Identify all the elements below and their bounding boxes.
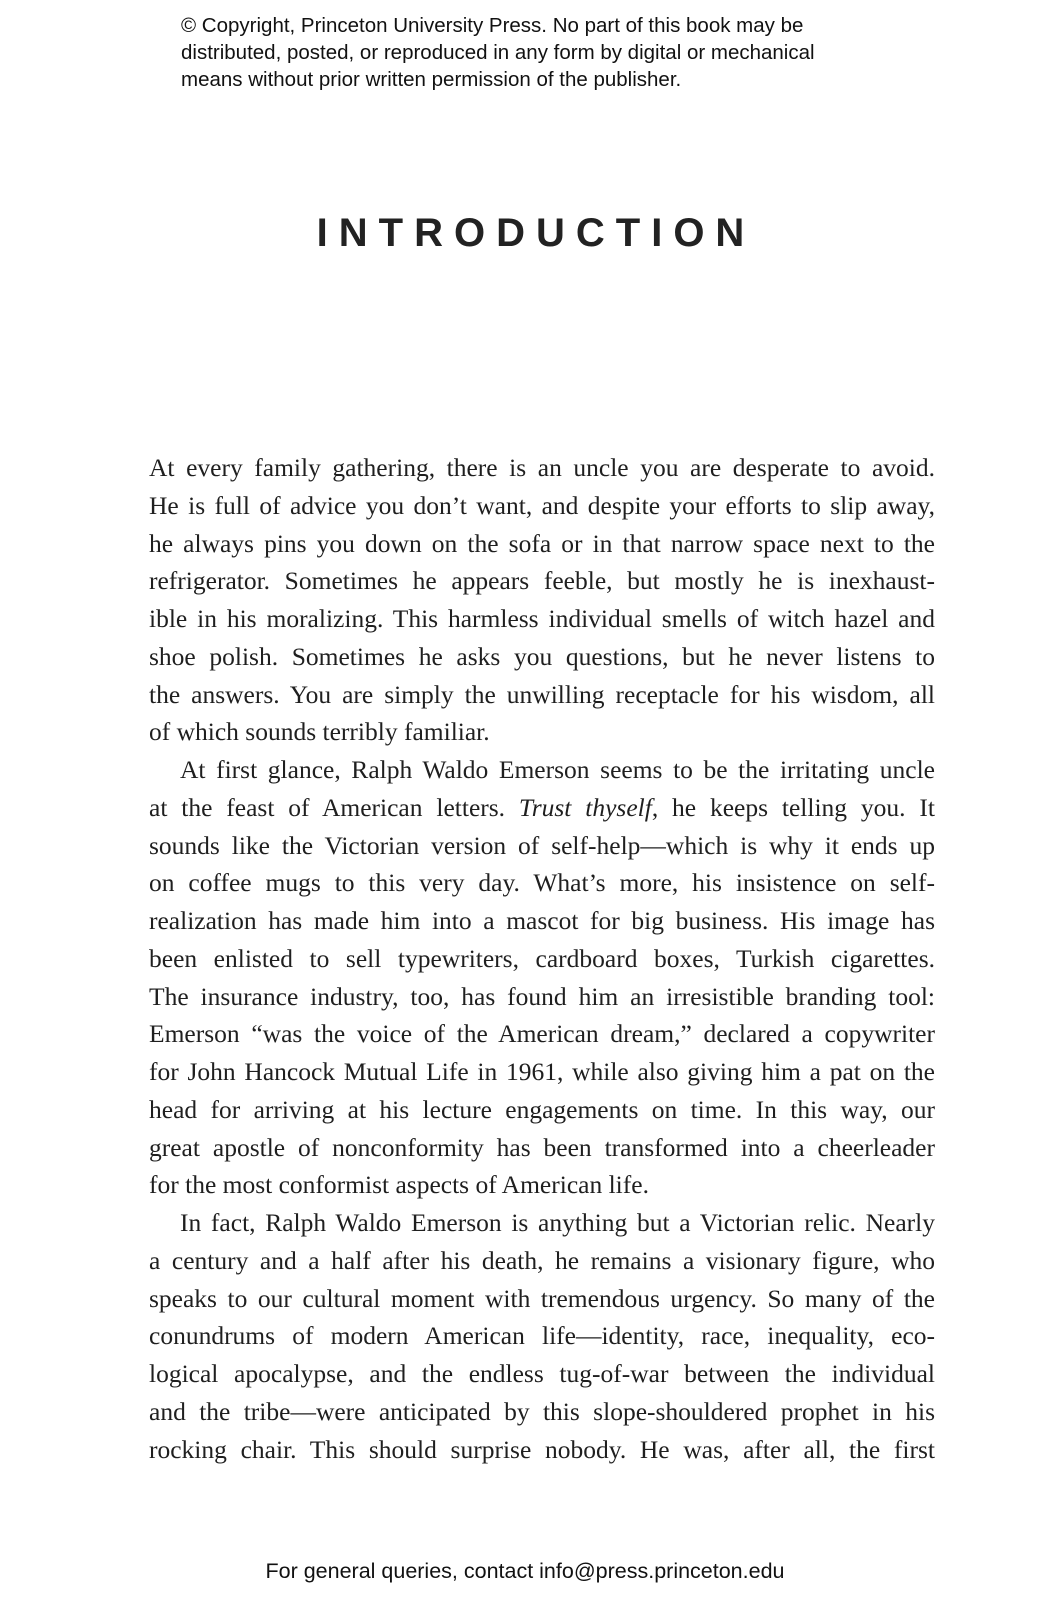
chapter-title: INTRODUCTION	[316, 211, 756, 255]
text-line: for the most conformist aspects of American life.	[149, 1170, 649, 1200]
body-text	[149, 449, 935, 1468]
text-line: logical apocalypse, and the endless tug-of-war between the individual	[149, 1359, 935, 1388]
text-line: At first glance, Ralph Waldo Emerson seems to be the irritating uncle	[180, 755, 935, 784]
text-line: refrigerator. Sometimes he appears feeble, but mostly he is inexhaust-	[149, 566, 935, 596]
text-line: shoe polish. Sometimes he asks you questions, but he never listens to	[149, 641, 935, 671]
text-line: He is full of advice you don’t want, and despite your efforts to slip away,	[149, 490, 935, 520]
text-segment: , he keeps telling you. It	[651, 792, 935, 822]
text-line: ible in his moralizing. This harmless individual smells of witch hazel and	[149, 604, 935, 633]
text-line: been enlisted to sell typewriters, cardboard boxes, Turkish cigarettes.	[149, 943, 935, 973]
text-line: rocking chair. This should surprise nobody. He was, after all, the first	[149, 1434, 935, 1464]
text-line: Emerson “was the voice of the American dream,” declared a copywriter	[149, 1019, 935, 1049]
text-line: the answers. You are simply the unwilling receptacle for his wisdom, all	[149, 679, 935, 709]
text-line: great apostle of nonconformity has been transformed into a cheerleader	[149, 1132, 935, 1162]
text-line: of which sounds terribly familiar.	[149, 717, 490, 747]
text-line-with-emphasis	[149, 789, 935, 827]
footer-contact: For general queries, contact info@press.princeton.edu	[265, 1559, 785, 1583]
copyright-line: means without prior written permission of the publisher.	[181, 68, 682, 91]
text-line: At every family gathering, there is an uncle you are desperate to avoid.	[149, 453, 935, 482]
text-line: a century and a half after his death, he remains a visionary figure, who	[149, 1245, 935, 1275]
copyright-notice	[181, 12, 901, 93]
text-line: for John Hancock Mutual Life in 1961, while also giving him a pat on the	[149, 1057, 935, 1086]
copyright-line: © Copyright, Princeton University Press. No part of this book may be	[181, 14, 804, 37]
text-line: conundrums of modern American life—identity, race, inequality, eco-	[149, 1321, 935, 1351]
text-line: sounds like the Victorian version of self-help—which is why it ends up	[149, 830, 935, 860]
text-line: head for arriving at his lecture engagements on time. In this way, our	[149, 1094, 935, 1124]
emphasis-text: Trust thyself	[518, 792, 652, 822]
text-line: realization has made him into a mascot for big business. His image has	[149, 906, 935, 935]
text-line: In fact, Ralph Waldo Emerson is anything but a Victorian relic. Nearly	[180, 1208, 935, 1237]
text-line: and the tribe—were anticipated by this slope-shouldered prophet in his	[149, 1396, 935, 1426]
text-line: he always pins you down on the sofa or in that narrow space next to the	[149, 528, 935, 558]
copyright-line: distributed, posted, or reproduced in any form by digital or mechanical	[181, 41, 815, 64]
text-line: The insurance industry, too, has found him an irresistible branding tool:	[149, 981, 935, 1011]
text-line: speaks to our cultural moment with tremendous urgency. So many of the	[149, 1283, 935, 1313]
text-segment: at the feast of American letters.	[149, 792, 519, 822]
text-line: on coffee mugs to this very day. What’s more, his insistence on self-	[149, 868, 935, 898]
